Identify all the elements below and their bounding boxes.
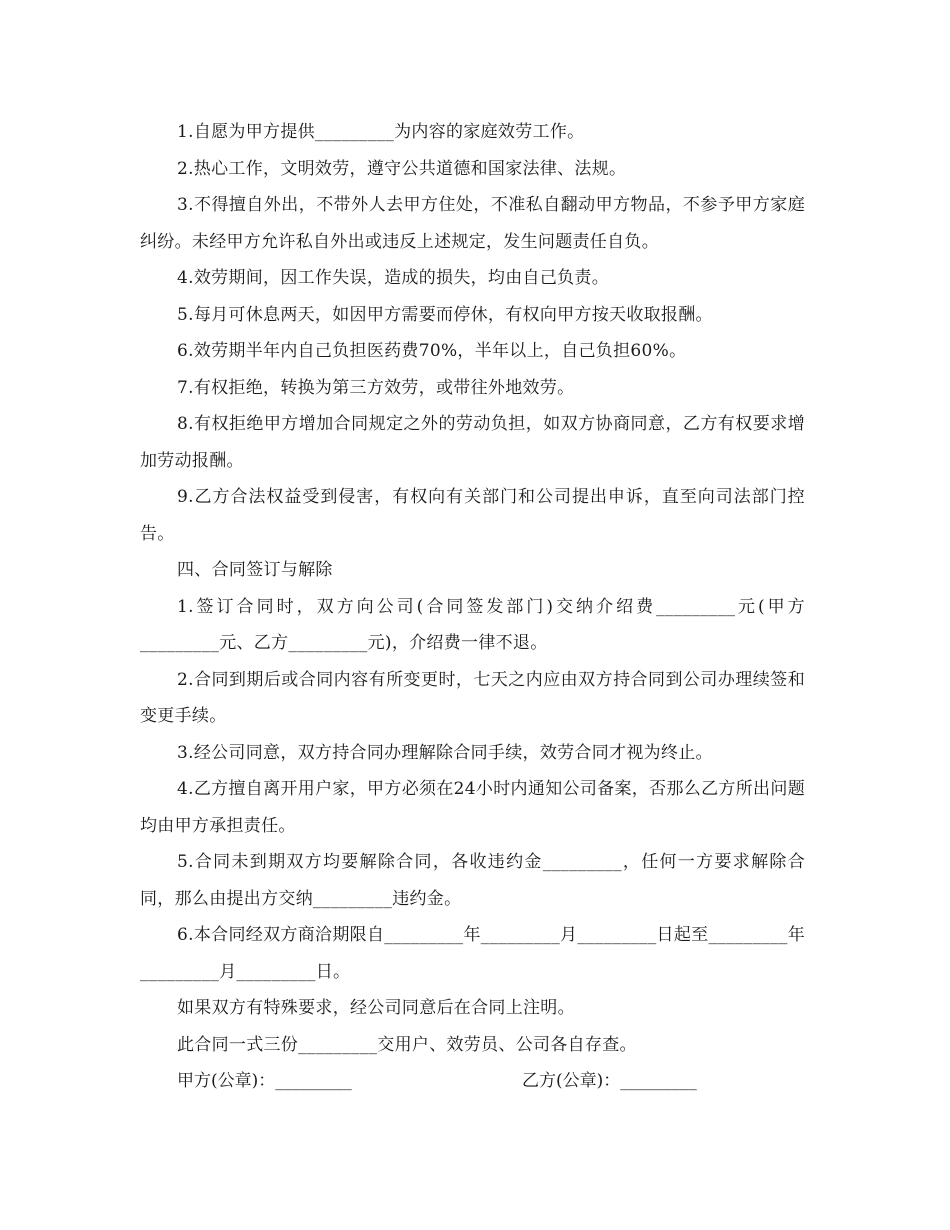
party-b-seal: 乙方(公章)：_________ [522, 1071, 697, 1091]
paragraph-special-requirements: 如果双方有特殊要求，经公司同意后在合同上注明。 [177, 998, 575, 1018]
paragraph-signing-4: 4.乙方擅自离开用户家，甲方必须在24小时内通知公司备案，否那么乙方所出问题均由甲方承担责任。 [140, 779, 805, 836]
paragraph-copies: 此合同一式三份_________交用户、效劳员、公司各自存查。 [177, 1034, 637, 1055]
paragraph-signing-5: 5.合同未到期双方均要解除合同，各收违约金_________，任何一方要求解除合同，那么由提出方交纳_________违约金。 [140, 852, 805, 909]
paragraph-duty-1: 1.自愿为甲方提供_________为内容的家庭效劳工作。 [177, 122, 585, 142]
paragraph-signing-2: 2.合同到期后或合同内容有所变更时，七天之内应由双方持合同到公司办理续签和变更手续。 [140, 669, 805, 726]
paragraph-duty-3: 3.不得擅自外出，不带外人去甲方住处，不准私自翻动甲方物品，不参予甲方家庭纠纷。未经甲方允许私自外出或违反上述规定，发生问题责任自负。 [140, 195, 805, 252]
paragraph-duty-6: 6.效劳期半年内自己负担医药费70%，半年以上，自己负担60%。 [177, 341, 687, 361]
paragraph-signing-1: 1.签订合同时，双方向公司(合同签发部门)交纳介绍费_________元(甲方_________元、乙方_________元)，介绍费一律不退。 [140, 596, 805, 653]
signature-row [140, 1063, 805, 1100]
paragraph-duty-4: 4.效劳期间，因工作失误，造成的损失，均由自己负责。 [177, 268, 610, 288]
paragraph-signing-6: 6.本合同经双方商洽期限自_________年_________月_________日起至_________年_________月_________日。 [140, 925, 805, 982]
paragraph-duty-5: 5.每月可休息两天，如因甲方需要而停休，有权向甲方按天收取报酬。 [177, 304, 713, 325]
paragraph-duty-9: 9.乙方合法权益受到侵害，有权向有关部门和公司提出申诉，直至向司法部门控告。 [140, 487, 805, 544]
paragraph-signing-3: 3.经公司同意，双方持合同办理解除合同手续，效劳合同才视为终止。 [177, 742, 713, 763]
party-a-seal: 甲方(公章)：_________ [177, 1071, 352, 1091]
contract-body [140, 114, 805, 1100]
paragraph-duty-8: 8.有权拒绝甲方增加合同规定之外的劳动负担，如双方协商同意，乙方有权要求增加劳动报酬。 [140, 414, 805, 471]
paragraph-duty-7: 7.有权拒绝，转换为第三方效劳，或带往外地效劳。 [177, 377, 575, 398]
paragraph-duty-2: 2.热心工作，文明效劳，遵守公共道德和国家法律、法规。 [177, 158, 627, 179]
section-heading: 四、合同签订与解除 [177, 560, 333, 580]
